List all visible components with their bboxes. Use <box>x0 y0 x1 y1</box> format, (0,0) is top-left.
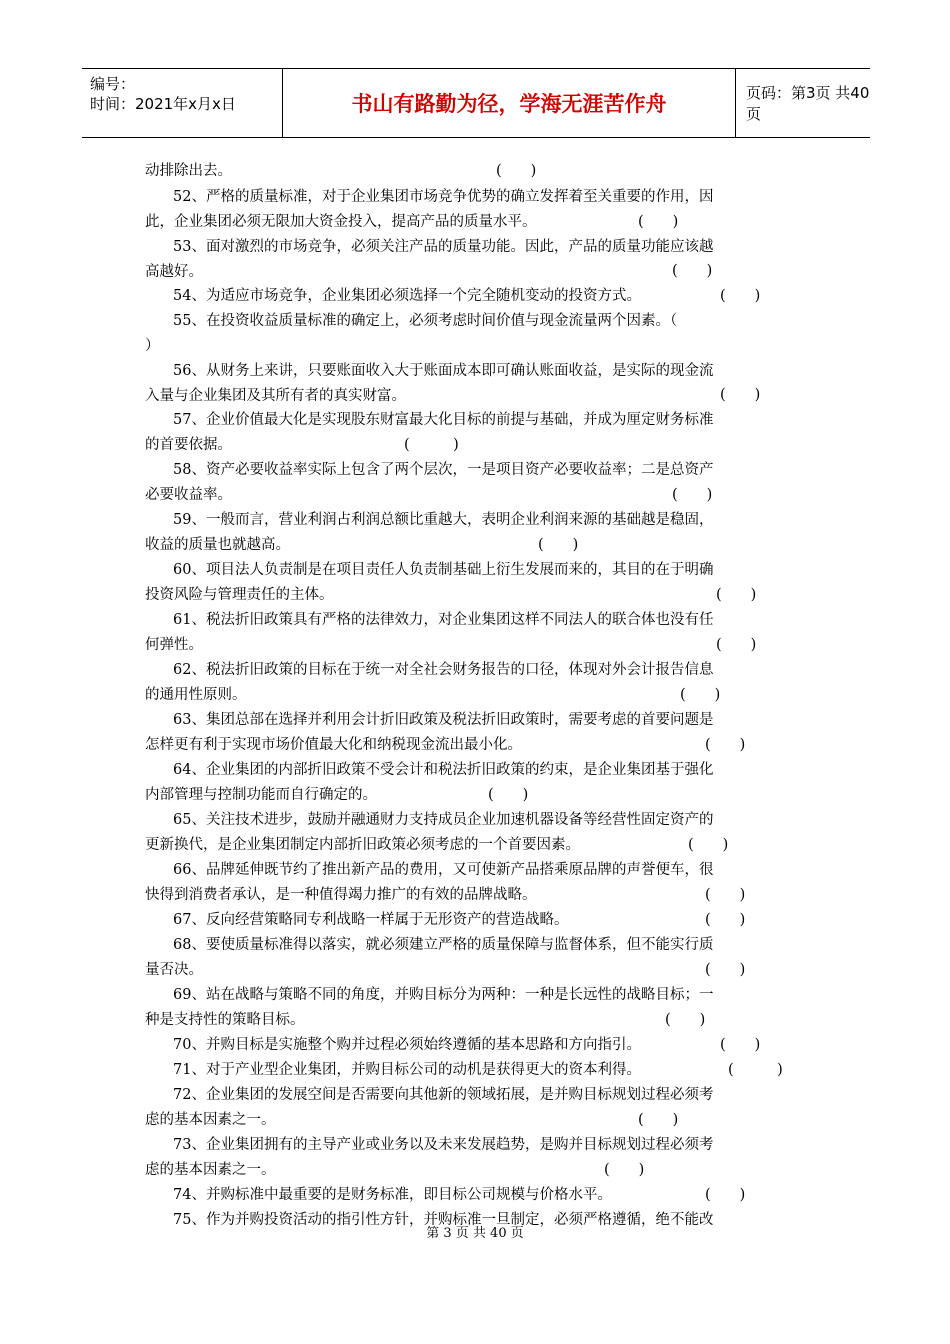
question-line: 62、税法折旧政策的目标在于统一对全社会财务报告的口径，体现对外会计报告信息 <box>173 662 714 678</box>
question-line: 更新换代，是企业集团制定内部折旧政策必须考虑的一个首要因素。 <box>145 837 580 853</box>
question-line: ） <box>145 338 160 354</box>
answer-blank: ( ) <box>665 1012 706 1028</box>
question-line: 虑的基本因素之一。 <box>145 1112 276 1128</box>
question-line: 65、关注技术进步，鼓励并融通财力支持成员企业加速机器设备等经营性固定资产的 <box>173 812 714 828</box>
question-line: 55、在投资收益质量标准的确定上，必须考虑时间价值与现金流量两个因素。（ <box>173 313 678 329</box>
question-line: 60、项目法人负责制是在项目责任人负责制基础上衍生发展而来的，其目的在于明确 <box>173 562 714 578</box>
question-line: 快得到消费者承认，是一种值得竭力推广的有效的品牌战略。 <box>145 887 537 903</box>
answer-blank: ( ) <box>604 1162 645 1178</box>
answer-blank: ( ) <box>716 637 757 653</box>
answer-blank: ( ) <box>716 587 757 603</box>
question-line: 入量与企业集团及其所有者的真实财富。 <box>145 388 406 404</box>
answer-blank: ( ) <box>705 962 746 978</box>
question-line: 54、为适应市场竞争，企业集团必须选择一个完全随机变动的投资方式。 <box>173 288 641 304</box>
answer-blank: ( ) <box>705 887 746 903</box>
answer-blank: ( ) <box>404 437 459 453</box>
question-line: 75、作为并购投资活动的指引性方针，并购标准一旦制定，必须严格遵循，绝不能改 <box>173 1212 714 1228</box>
answer-blank: ( ) <box>705 737 746 753</box>
answer-blank: ( ) <box>705 912 746 928</box>
question-line: 63、集团总部在选择并利用会计折旧政策及税法折旧政策时，需要考虑的首要问题是 <box>173 712 714 728</box>
question-line: 74、并购标准中最重要的是财务标准，即目标公司规模与价格水平。 <box>173 1187 612 1203</box>
question-line: 收益的质量也就越高。 <box>145 537 290 553</box>
question-line: 怎样更有利于实现市场价值最大化和纳税现金流出最小化。 <box>145 737 522 753</box>
question-line: 此，企业集团必须无限加大资金投入，提高产品的质量水平。 <box>145 214 537 230</box>
question-line: 72、企业集团的发展空间是否需要向其他新的领域拓展，是并购目标规划过程必须考 <box>173 1087 714 1103</box>
answer-blank: ( ) <box>538 537 579 553</box>
question-line: 动排除出去。 <box>145 163 232 179</box>
question-line: 内部管理与控制功能而自行确定的。 <box>145 787 377 803</box>
answer-blank: ( ) <box>688 837 729 853</box>
question-line: 57、企业价值最大化是实现股东财富最大化目标的前提与基础，并成为厘定财务标准 <box>173 412 714 428</box>
question-line: 53、面对激烈的市场竞争，必须关注产品的质量功能。因此，产品的质量功能应该越 <box>173 239 714 255</box>
question-line: 70、并购目标是实施整个购并过程必须始终遵循的基本思路和方向指引。 <box>173 1037 641 1053</box>
question-line: 64、企业集团的内部折旧政策不受会计和税法折旧政策的约束，是企业集团基于强化 <box>173 762 714 778</box>
date-line: 时间：2021年x月x日 <box>90 95 236 113</box>
answer-blank: ( ) <box>728 1062 783 1078</box>
question-line: 52、严格的质量标准，对于企业集团市场竞争优势的确立发挥着至关重要的作用，因 <box>173 189 714 205</box>
header-motto: 书山有路勤为径，学海无涯苦作舟 <box>283 69 736 137</box>
question-line: 58、资产必要收益率实际上包含了两个层次，一是项目资产必要收益率；二是总资产 <box>173 462 714 478</box>
question-line: 投资风险与管理责任的主体。 <box>145 587 334 603</box>
answer-blank: ( ) <box>638 1112 679 1128</box>
question-line: 种是支持性的策略目标。 <box>145 1012 305 1028</box>
question-line: 的首要依据。 <box>145 437 232 453</box>
answer-blank: ( ) <box>720 1037 761 1053</box>
question-line: 何弹性。 <box>145 637 203 653</box>
question-line: 68、要使质量标准得以落实，就必须建立严格的质量保障与监督体系，但不能实行质 <box>173 937 714 953</box>
question-line: 必要收益率。 <box>145 487 232 503</box>
answer-blank: ( ) <box>672 487 713 503</box>
answer-blank: ( ) <box>496 163 537 179</box>
header-meta-cell <box>82 69 283 137</box>
question-line: 61、税法折旧政策具有严格的法律效力，对企业集团这样不同法人的联合体也没有任 <box>173 612 714 628</box>
question-line: 69、站在战略与策略不同的角度，并购目标分为两种：一种是长远性的战略目标；一 <box>173 987 714 1003</box>
answer-blank: ( ) <box>638 214 679 230</box>
answer-blank: ( ) <box>705 1187 746 1203</box>
answer-blank: ( ) <box>720 387 761 403</box>
page-header <box>82 68 870 138</box>
answer-blank: ( ) <box>488 787 529 803</box>
question-line: 73、企业集团拥有的主导产业或业务以及未来发展趋势，是购并目标规划过程必须考 <box>173 1137 714 1153</box>
question-line: 59、一般而言，营业利润占利润总额比重越大，表明企业利润来源的基础越是稳固， <box>173 512 714 528</box>
answer-blank: ( ) <box>672 263 713 279</box>
question-line: 71、对于产业型企业集团，并购目标公司的动机是获得更大的资本利得。 <box>173 1062 641 1078</box>
question-line: 高越好。 <box>145 264 203 280</box>
page-footer: 第 3 页 共 40 页 <box>426 1226 524 1241</box>
question-line: 虑的基本因素之一。 <box>145 1162 276 1178</box>
question-line: 67、反向经营策略同专利战略一样属于无形资产的营造战略。 <box>173 912 569 928</box>
header-page-info: 页码：第3页 共40页 <box>746 84 870 123</box>
answer-blank: ( ) <box>680 687 721 703</box>
question-line: 66、品牌延伸既节约了推出新产品的费用，又可使新产品搭乘原品牌的声誉便车，很 <box>173 862 714 878</box>
serial-label: 编号： <box>90 75 136 93</box>
question-line: 56、从财务上来讲，只要账面收入大于账面成本即可确认账面收益，是实际的现金流 <box>173 363 714 379</box>
question-line: 量否决。 <box>145 962 203 978</box>
question-line: 的通用性原则。 <box>145 687 247 703</box>
answer-blank: ( ) <box>720 288 761 304</box>
